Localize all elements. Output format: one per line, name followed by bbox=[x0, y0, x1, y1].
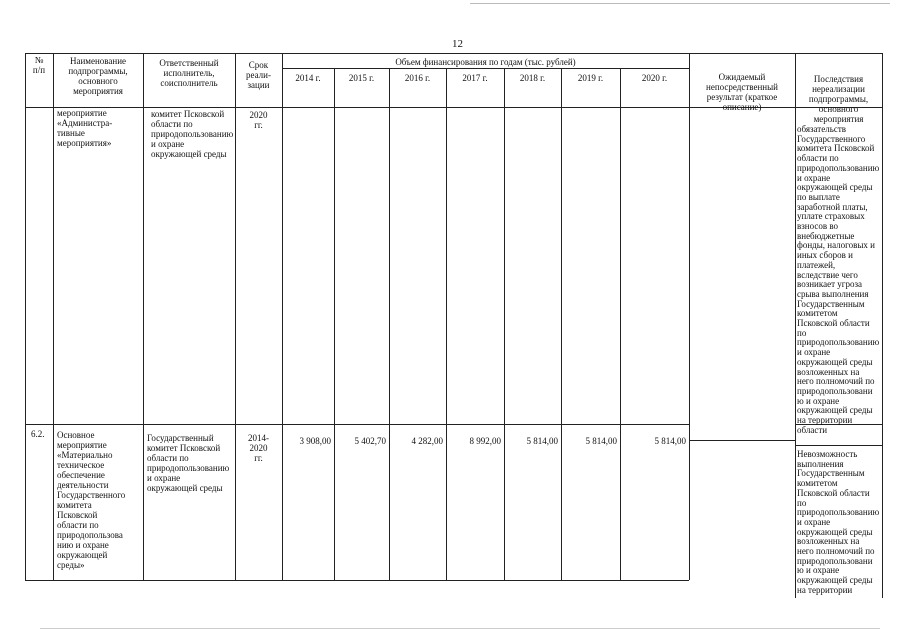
scan-edge-bottom bbox=[40, 628, 880, 629]
column-border-8 bbox=[504, 68, 505, 580]
years-header-divider bbox=[282, 68, 689, 69]
row-6-2-top-border bbox=[25, 424, 689, 425]
cont-consequences-line: по выплате bbox=[797, 191, 840, 202]
header-name-line: основного bbox=[78, 76, 118, 86]
header-responsible-line: исполнитель, bbox=[163, 68, 215, 78]
row-6-2-name-line: «Материально bbox=[57, 450, 113, 460]
cont-consequences-line: области по bbox=[797, 153, 839, 164]
consequences-cell-divider bbox=[795, 445, 882, 446]
cont-consequences-line: Псковской области bbox=[797, 318, 870, 328]
row-6-2-value: 5 402,70 bbox=[354, 436, 386, 446]
expected-cell-divider bbox=[689, 440, 795, 441]
cont-responsible-line: окружающей среды bbox=[151, 149, 227, 159]
header-num-line: № bbox=[34, 55, 44, 65]
cont-consequences-line: него полномочий по bbox=[797, 376, 875, 387]
header-expected-line: непосредственный bbox=[706, 82, 778, 92]
header-year: 2016 г. bbox=[404, 73, 431, 83]
header-consequences-line: основного bbox=[818, 104, 859, 114]
header-consequences-line: Последствия bbox=[813, 74, 864, 84]
cont-consequences-line: комитетом bbox=[797, 308, 838, 319]
row-6-2-name-line: мероприятие bbox=[57, 440, 107, 450]
header-responsible-line: соисполнитель bbox=[160, 78, 218, 88]
row-6-2-value: 5 814,00 bbox=[585, 436, 617, 446]
column-border-13 bbox=[882, 53, 883, 598]
cont-consequences-line: фонды, налоговых и bbox=[797, 240, 875, 251]
cont-consequences-line: области bbox=[797, 424, 828, 435]
cont-responsible-line: области по bbox=[151, 119, 193, 129]
cont-consequences-line: обязательств bbox=[797, 124, 847, 134]
row-6-2-name-line: нию и охране bbox=[57, 540, 109, 550]
row-6-2-consequences-line: на территории bbox=[797, 584, 853, 595]
cont-consequences-line: окружающей среды bbox=[797, 405, 873, 416]
row-6-2-name-line: комитета bbox=[57, 500, 92, 510]
column-border-10 bbox=[620, 68, 621, 580]
row-6-2-value: 5 814,00 bbox=[654, 436, 686, 446]
cont-consequences-line: возникает угроза bbox=[797, 279, 863, 290]
column-border-3 bbox=[235, 53, 236, 580]
header-funding-group: Объем финансирования по годам (тыс. рублей) bbox=[395, 57, 576, 67]
cont-name-line: тивные bbox=[57, 128, 85, 138]
cont-term-line: гг. bbox=[254, 120, 263, 130]
cont-consequences-line: взносов во bbox=[797, 221, 839, 231]
row-6-2-name-line: природопользова bbox=[57, 530, 123, 540]
header-name-line: Наименование bbox=[69, 56, 127, 66]
row-6-2-name-line: Государственного bbox=[57, 490, 126, 500]
header-term-line: Срок bbox=[248, 60, 269, 70]
column-border-6 bbox=[389, 68, 390, 580]
row-6-2-name-line: обеспечение bbox=[57, 470, 105, 480]
column-border-4 bbox=[282, 53, 283, 580]
row-6-2-consequences-line: окружающей среды bbox=[797, 526, 873, 537]
row-6-2-responsible-line: комитет Псковской bbox=[147, 443, 221, 453]
row-6-2-name-line: области по bbox=[57, 520, 99, 530]
cont-consequences-line: заработной платы, bbox=[797, 201, 868, 212]
header-name-line: мероприятия bbox=[73, 86, 123, 96]
column-border-9 bbox=[561, 68, 562, 580]
row-6-2-name-line: Основное bbox=[57, 430, 95, 440]
cont-consequences-line: и охране bbox=[797, 347, 831, 358]
row-6-2-consequences-line: по bbox=[797, 497, 807, 508]
header-expected-line: результат (краткое bbox=[706, 92, 778, 102]
column-border-5 bbox=[334, 68, 335, 580]
cont-responsible-line: и охране bbox=[151, 139, 185, 149]
row-6-2-term-line: 2014- bbox=[248, 433, 269, 443]
column-border-12 bbox=[795, 53, 796, 598]
cont-consequences-line: вследствие чего bbox=[797, 269, 858, 280]
row-6-2-term-line: 2020 bbox=[249, 443, 268, 453]
row-6-2-value: 3 908,00 bbox=[299, 436, 331, 446]
cont-consequences-line: по bbox=[797, 327, 807, 338]
header-year: 2020 г. bbox=[641, 73, 668, 83]
row-6-2-responsible-line: и охране bbox=[147, 473, 181, 483]
cont-consequences-line: ю и охране bbox=[797, 395, 840, 406]
column-border-7 bbox=[446, 68, 447, 580]
row-6-2-value: 5 814,00 bbox=[526, 436, 558, 446]
cont-consequences-line: срыва выполнения bbox=[797, 288, 869, 299]
row-6-2-consequences-line: природопользовани bbox=[797, 555, 873, 566]
row-6-2-responsible-line: области по bbox=[147, 453, 189, 463]
cont-consequences-line: на территории bbox=[797, 415, 853, 425]
row-6-2-name-line: среды» bbox=[57, 560, 85, 570]
row-6-2-responsible-line: окружающей среды bbox=[147, 483, 223, 493]
cont-consequences-line: окружающей среды bbox=[797, 182, 873, 193]
row-6-2-term-line: гг. bbox=[254, 453, 263, 463]
row-6-2-value: 8 992,00 bbox=[469, 436, 501, 446]
cont-consequences-line: Государственного bbox=[797, 133, 866, 144]
row-6-2-consequences-line: выполнения bbox=[797, 458, 844, 469]
row-6-2-consequences-line: него полномочий по bbox=[797, 546, 875, 556]
header-term-line: реали- bbox=[246, 70, 271, 80]
cont-consequences-line: внебюджетные bbox=[797, 230, 855, 241]
column-border-11 bbox=[689, 53, 690, 580]
cont-consequences-line: уплате страховых bbox=[797, 211, 865, 222]
cont-consequences-line: природопользованию bbox=[797, 162, 880, 173]
cont-consequences-line: и охране bbox=[797, 172, 831, 183]
row-6-2-name-line: окружающей bbox=[57, 550, 108, 560]
row-6-2-bottom-border bbox=[25, 580, 689, 581]
cont-consequences-line: платежей, bbox=[797, 259, 836, 270]
column-border-2 bbox=[143, 53, 144, 580]
scan-edge-top bbox=[470, 3, 890, 4]
cont-term-line: 2020 bbox=[249, 110, 268, 120]
column-border-0 bbox=[25, 53, 26, 580]
row-6-2-number: 6.2. bbox=[31, 429, 45, 439]
header-year: 2015 г. bbox=[348, 73, 375, 83]
header-consequences-line: нереализации bbox=[812, 84, 865, 94]
row-6-2-value: 4 282,00 bbox=[411, 436, 443, 446]
row-6-2-name-line: деятельности bbox=[57, 480, 109, 490]
header-num-line: п/п bbox=[32, 65, 46, 75]
header-consequences-line: подпрограммы, bbox=[808, 94, 869, 104]
header-year: 2014 г. bbox=[295, 73, 321, 83]
header-expected-line: описание) bbox=[722, 102, 762, 112]
row-6-2-name-line: техническое bbox=[57, 460, 105, 470]
row-6-2-responsible-line: природопользованию bbox=[147, 463, 230, 473]
cont-consequences-line: окружающей среды bbox=[797, 356, 873, 367]
header-responsible-line: Ответственный bbox=[159, 58, 219, 68]
row-6-2-consequences-line: Псковской области bbox=[797, 487, 870, 498]
row-6-2-consequences-line: ю и охране bbox=[797, 565, 840, 576]
row-6-2-consequences-line: возложенных на bbox=[797, 536, 860, 547]
cont-name-line: мероприятие bbox=[57, 108, 107, 118]
header-consequences-line: мероприятия bbox=[813, 114, 864, 124]
header-expected-line: Ожидаемый bbox=[718, 72, 766, 82]
header-year: 2018 г. bbox=[519, 73, 546, 83]
row-6-2-consequences-line: Государственным bbox=[797, 468, 865, 479]
header-name-line: подпрограммы, bbox=[68, 66, 128, 76]
row-6-2-consequences-line: и охране bbox=[797, 516, 831, 527]
cont-consequences-line: природопользовани bbox=[797, 385, 873, 396]
header-year: 2019 г. bbox=[577, 73, 604, 83]
page-number: 12 bbox=[452, 38, 463, 50]
row-6-2-name-line: Псковской bbox=[57, 510, 98, 520]
cont-name-line: мероприятия» bbox=[57, 138, 112, 148]
header-term-line: зации bbox=[247, 80, 270, 90]
header-year: 2017 г. bbox=[462, 73, 488, 83]
row-6-2-responsible-line: Государственный bbox=[147, 433, 214, 443]
cont-consequences-line: иных сборов и bbox=[797, 250, 853, 261]
row-6-2-consequences-line: природопользованию bbox=[797, 507, 880, 518]
cont-consequences-line: Государственным bbox=[797, 298, 865, 309]
cont-consequences-line: природопользованию bbox=[797, 337, 880, 348]
cont-consequences-line: возложенных на bbox=[797, 366, 860, 377]
cont-responsible-line: комитет Псковской bbox=[151, 109, 225, 119]
cont-responsible-line: природопользованию bbox=[151, 129, 234, 139]
table-top-border bbox=[25, 53, 882, 54]
row-6-2-consequences-line: комитетом bbox=[797, 478, 838, 489]
row-6-2-consequences-line: окружающей среды bbox=[797, 575, 873, 586]
cont-name-line: «Администра- bbox=[57, 118, 113, 128]
row-6-2-consequences-line: Невозможность bbox=[797, 449, 858, 459]
column-border-1 bbox=[53, 53, 54, 580]
cont-consequences-line: комитета Псковской bbox=[797, 143, 875, 154]
